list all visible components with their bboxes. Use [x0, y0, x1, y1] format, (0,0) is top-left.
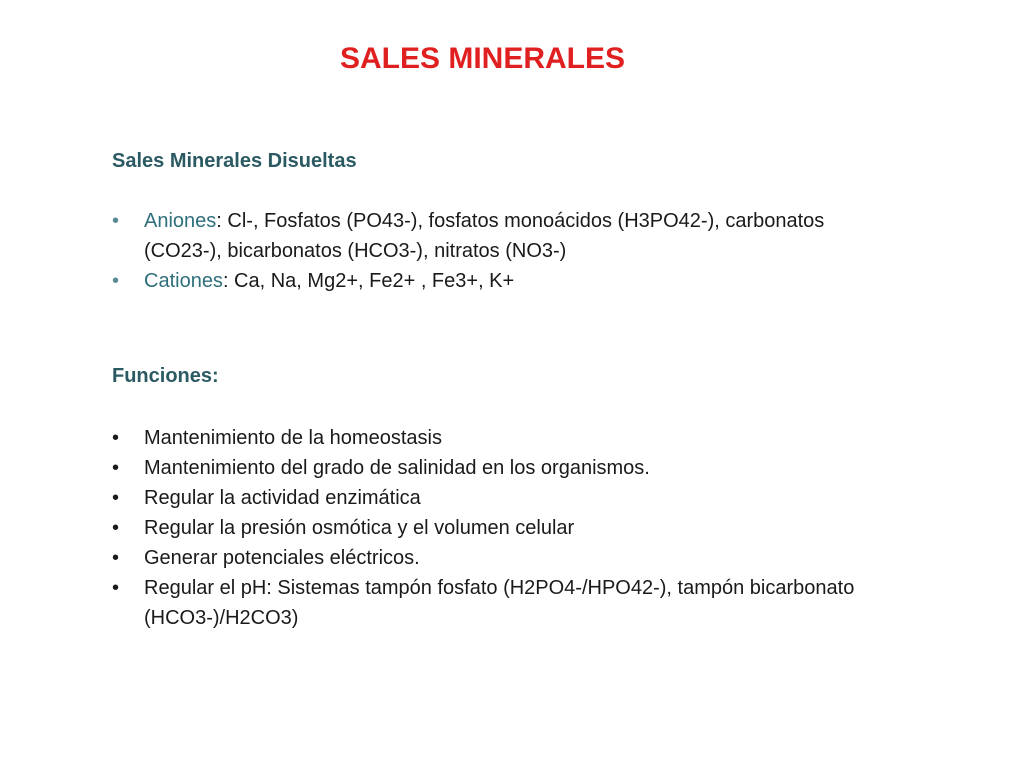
- anions-text: Cl-, Fosfatos (PO43-), fosfatos monoácidos (H3PO42-), carbonatos (CO23-), bicarbonatos (HCO3-), nitratos (NO3-): [144, 210, 825, 262]
- bullet-icon: •: [112, 457, 120, 479]
- list-item: [112, 483, 892, 513]
- list-item: [112, 453, 892, 483]
- list-item: [112, 423, 892, 453]
- bullet-icon: •: [112, 270, 120, 292]
- list-item: [112, 573, 892, 633]
- function-text: Generar potenciales eléctricos.: [144, 547, 420, 569]
- bullet-icon: •: [112, 517, 120, 539]
- cations-separator: :: [222, 270, 229, 292]
- slide-title: SALES MINERALES: [340, 42, 626, 75]
- function-text: Mantenimiento de la homeostasis: [144, 427, 442, 449]
- list-item-anions: [112, 206, 892, 266]
- list-item: [112, 543, 892, 573]
- cations-text: Ca, Na, Mg2+, Fe2+ , Fe3+, K+: [228, 270, 515, 292]
- cations-term: Cationes: [144, 270, 223, 292]
- functions-heading: Funciones:: [112, 365, 219, 387]
- bullet-icon: •: [112, 210, 120, 232]
- function-text: Regular la presión osmótica y el volumen celular: [144, 517, 575, 539]
- bullet-icon: •: [112, 577, 120, 599]
- function-text: Regular el pH: Sistemas tampón fosfato (H2PO4-/HPO42-), tampón bicarbonato (HCO3-)/H2CO3): [144, 577, 855, 629]
- dissolved-salts-heading: Sales Minerales Disueltas: [112, 150, 357, 172]
- anions-separator: :: [216, 210, 222, 232]
- function-text: Mantenimiento del grado de salinidad en los organismos.: [144, 457, 650, 479]
- anions-term: Aniones: [144, 210, 217, 232]
- functions-list: [112, 423, 892, 633]
- list-item: [112, 513, 892, 543]
- bullet-icon: •: [112, 427, 120, 449]
- list-item-cations: [112, 266, 892, 296]
- function-text: Regular la actividad enzimática: [144, 487, 421, 509]
- bullet-icon: •: [112, 547, 120, 569]
- bullet-icon: •: [112, 487, 120, 509]
- ions-list: [112, 206, 892, 296]
